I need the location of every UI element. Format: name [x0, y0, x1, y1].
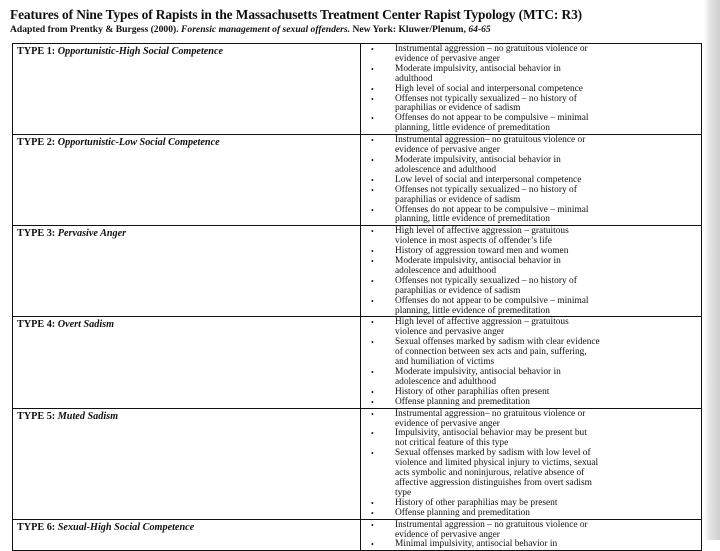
bullet-icon: •	[371, 318, 374, 328]
bullet-icon: •	[371, 155, 374, 165]
features-cell	[361, 135, 701, 225]
feature-line: Offenses not typically sexualized – no history of	[395, 93, 577, 104]
bullet-icon: •	[371, 185, 374, 195]
feature-item	[371, 186, 697, 206]
feature-text	[395, 297, 697, 317]
type-cell	[13, 317, 361, 407]
table-row	[13, 520, 701, 551]
feature-item	[371, 398, 697, 408]
type-label: TYPE 4:	[17, 319, 56, 331]
page-title: Features of Nine Types of Rapists in the Massachusetts Treatment Center Rapist Typology (MTC: R3)	[10, 7, 583, 22]
bullet-icon: •	[371, 387, 374, 397]
feature-line: High level of affective aggression – gratuitous	[395, 226, 569, 237]
type-cell	[13, 44, 361, 134]
feature-item	[371, 429, 697, 449]
type-name: Opportunistic-High Social Competence	[57, 46, 224, 57]
bullet-icon: •	[371, 409, 374, 419]
feature-line: High level of affective aggression – gratuitous	[395, 317, 569, 328]
bullet-icon: •	[371, 247, 374, 257]
feature-line: and humiliation of victims	[395, 357, 495, 368]
feature-item	[371, 136, 697, 156]
bullet-icon: •	[371, 136, 374, 146]
feature-line: High level of social and interpersonal competence	[395, 83, 583, 94]
type-label: TYPE 5:	[17, 410, 56, 422]
feature-line: paraphilias or evidence of sadism	[395, 194, 521, 205]
bullet-icon: •	[371, 338, 374, 348]
bullet-icon: •	[371, 368, 374, 377]
feature-text	[395, 156, 697, 176]
feature-item	[371, 65, 697, 85]
feature-line: planning, little evidence of premeditation	[395, 214, 550, 225]
feature-item	[371, 114, 697, 134]
typology-table	[12, 43, 702, 551]
bullet-icon: •	[371, 205, 374, 215]
type-label: TYPE 6:	[17, 521, 56, 533]
feature-line: Instrumental aggression– no gratuitous violence or	[395, 135, 586, 146]
feature-text	[395, 429, 697, 449]
feature-text	[395, 257, 697, 277]
feature-line: History of other paraphilias often present	[395, 386, 550, 397]
citation	[10, 24, 491, 35]
type-cell	[13, 135, 361, 225]
bullet-icon: •	[371, 498, 374, 508]
bullet-icon: •	[371, 429, 374, 439]
feature-line: Moderate impulsivity, antisocial behavior in	[395, 63, 561, 74]
feature-text	[395, 186, 697, 206]
feature-text	[395, 206, 697, 226]
feature-line: adulthood	[395, 73, 433, 84]
bullet-icon: •	[371, 276, 374, 286]
bullet-icon: •	[371, 540, 374, 550]
feature-line: violence and limited physical injury to victims, sexual	[395, 458, 599, 469]
feature-line: evidence of pervasive anger	[395, 418, 500, 429]
citation-pages: 64-65	[468, 24, 491, 35]
feature-line: Offenses do not appear to be compulsive – minimal	[395, 295, 589, 306]
feature-text	[395, 318, 697, 338]
feature-line: evidence of pervasive anger	[395, 145, 500, 156]
type-label: TYPE 1:	[17, 46, 56, 57]
feature-item	[371, 540, 697, 550]
feature-item	[371, 95, 697, 115]
feature-text	[395, 136, 697, 156]
feature-text	[395, 114, 697, 134]
feature-line: adolescence and adulthood	[395, 164, 497, 175]
feature-line: evidence of pervasive anger	[395, 529, 500, 540]
table-row	[13, 135, 701, 226]
bullet-icon: •	[371, 64, 374, 74]
feature-text	[395, 449, 697, 499]
feature-line: History of other paraphilias may be present	[395, 497, 558, 508]
bullet-icon: •	[371, 114, 374, 124]
citation-publisher: New York: Kluwer/Plenum,	[352, 24, 466, 35]
feature-line: Minimal impulsivity, antisocial behavior in	[395, 539, 558, 550]
feature-line: Moderate impulsivity, antisocial behavior in	[395, 154, 561, 165]
type-label: TYPE 3:	[17, 228, 56, 240]
feature-line: planning, little evidence of premeditation	[395, 123, 550, 134]
type-name: Sexual-High Social Competence	[57, 521, 195, 533]
feature-text	[395, 368, 697, 388]
feature-line: Low level of social and interpersonal competence	[395, 174, 582, 185]
bullet-icon: •	[371, 508, 374, 518]
feature-item	[371, 338, 697, 368]
feature-text	[395, 410, 697, 430]
feature-line: Sexual offenses marked by sadism with clear evidence	[395, 337, 600, 348]
feature-item	[371, 156, 697, 176]
feature-text	[395, 65, 697, 85]
table-row	[13, 409, 701, 520]
feature-text	[395, 338, 697, 368]
feature-line: not critical feature of this type	[395, 438, 509, 449]
page-edge-shadow	[704, 0, 720, 540]
feature-line: Instrumental aggression – no gratuitous violence or	[395, 519, 588, 530]
feature-text	[395, 540, 697, 550]
bullet-icon: •	[371, 94, 374, 104]
type-name: Muted Sadism	[57, 410, 119, 422]
feature-line: affective aggression distinguishes from overt sadism	[395, 477, 592, 488]
feature-text	[395, 398, 697, 408]
feature-line: Impulsivity, antisocial behavior may be present but	[395, 428, 587, 439]
feature-line: type	[395, 487, 412, 498]
bullet-icon: •	[371, 45, 374, 54]
feature-item	[371, 509, 697, 519]
features-cell	[361, 317, 701, 407]
feature-text	[395, 227, 697, 247]
type-name: Opportunistic-Low Social Competence	[57, 137, 220, 149]
table-row	[13, 317, 701, 408]
feature-line: Moderate impulsivity, antisocial behavior in	[395, 256, 561, 267]
feature-line: violence in most aspects of offender’s life	[395, 236, 552, 247]
feature-line: violence and pervasive anger	[395, 327, 505, 338]
feature-line: evidence of pervasive anger	[395, 53, 500, 64]
feature-line: acts symbolic and noninjurous, relative absence of	[395, 468, 585, 479]
feature-text	[395, 45, 697, 65]
feature-line: Offenses not typically sexualized – no history of	[395, 184, 577, 195]
feature-item	[371, 410, 697, 430]
feature-line: paraphilias or evidence of sadism	[395, 103, 521, 114]
bullet-icon: •	[371, 257, 374, 267]
feature-line: Sexual offenses marked by sadism with low level of	[395, 448, 591, 459]
type-name: Pervasive Anger	[57, 228, 127, 240]
feature-item	[371, 297, 697, 317]
bullet-icon: •	[371, 520, 374, 530]
features-cell	[361, 44, 701, 134]
bullet-icon: •	[371, 449, 374, 459]
bullet-icon: •	[371, 397, 374, 407]
feature-line: paraphilias or evidence of sadism	[395, 285, 521, 296]
feature-line: Instrumental aggression– no gratuitous violence or	[395, 408, 586, 419]
feature-line: Offense planning and premeditation	[395, 396, 530, 407]
bullet-icon: •	[371, 296, 374, 306]
type-label: TYPE 2:	[17, 137, 56, 149]
feature-line: of connection between sex acts and pain, suffering,	[395, 347, 587, 358]
feature-line: adolescence and adulthood	[395, 265, 497, 276]
feature-item	[371, 521, 697, 541]
table-row	[13, 44, 701, 135]
table-row	[13, 226, 701, 317]
feature-item	[371, 449, 697, 499]
type-cell	[13, 226, 361, 316]
feature-item	[371, 45, 697, 65]
feature-text	[395, 521, 697, 541]
type-cell	[13, 409, 361, 519]
feature-item	[371, 227, 697, 247]
features-cell	[361, 409, 701, 519]
feature-item	[371, 277, 697, 297]
feature-line: Offenses do not appear to be compulsive – minimal	[395, 204, 589, 215]
bullet-icon: •	[371, 84, 374, 94]
feature-line: Moderate impulsivity, antisocial behavior in	[395, 367, 561, 377]
citation-prefix: Adapted from Prentky & Burgess (2000).	[10, 24, 179, 35]
feature-line: Offense planning and premeditation	[395, 507, 530, 518]
bullet-icon: •	[371, 175, 374, 185]
feature-line: Offenses do not appear to be compulsive – minimal	[395, 113, 589, 124]
features-cell	[361, 226, 701, 316]
feature-text	[395, 277, 697, 297]
feature-item	[371, 368, 697, 388]
citation-book: Forensic management of sexual offenders.	[181, 24, 351, 35]
bullet-icon: •	[371, 227, 374, 237]
features-cell	[361, 520, 701, 551]
feature-text	[395, 509, 697, 519]
type-name: Overt Sadism	[57, 319, 115, 331]
feature-line: adolescence and adulthood	[395, 376, 497, 387]
feature-item	[371, 206, 697, 226]
feature-item	[371, 318, 697, 338]
feature-line: History of aggression toward men and women	[395, 246, 569, 257]
feature-item	[371, 257, 697, 277]
feature-line: planning, little evidence of premeditation	[395, 305, 550, 316]
type-cell	[13, 520, 361, 551]
feature-line: Instrumental aggression – no gratuitous violence or	[395, 44, 588, 54]
feature-line: Offenses not typically sexualized – no history of	[395, 275, 577, 286]
feature-text	[395, 95, 697, 115]
